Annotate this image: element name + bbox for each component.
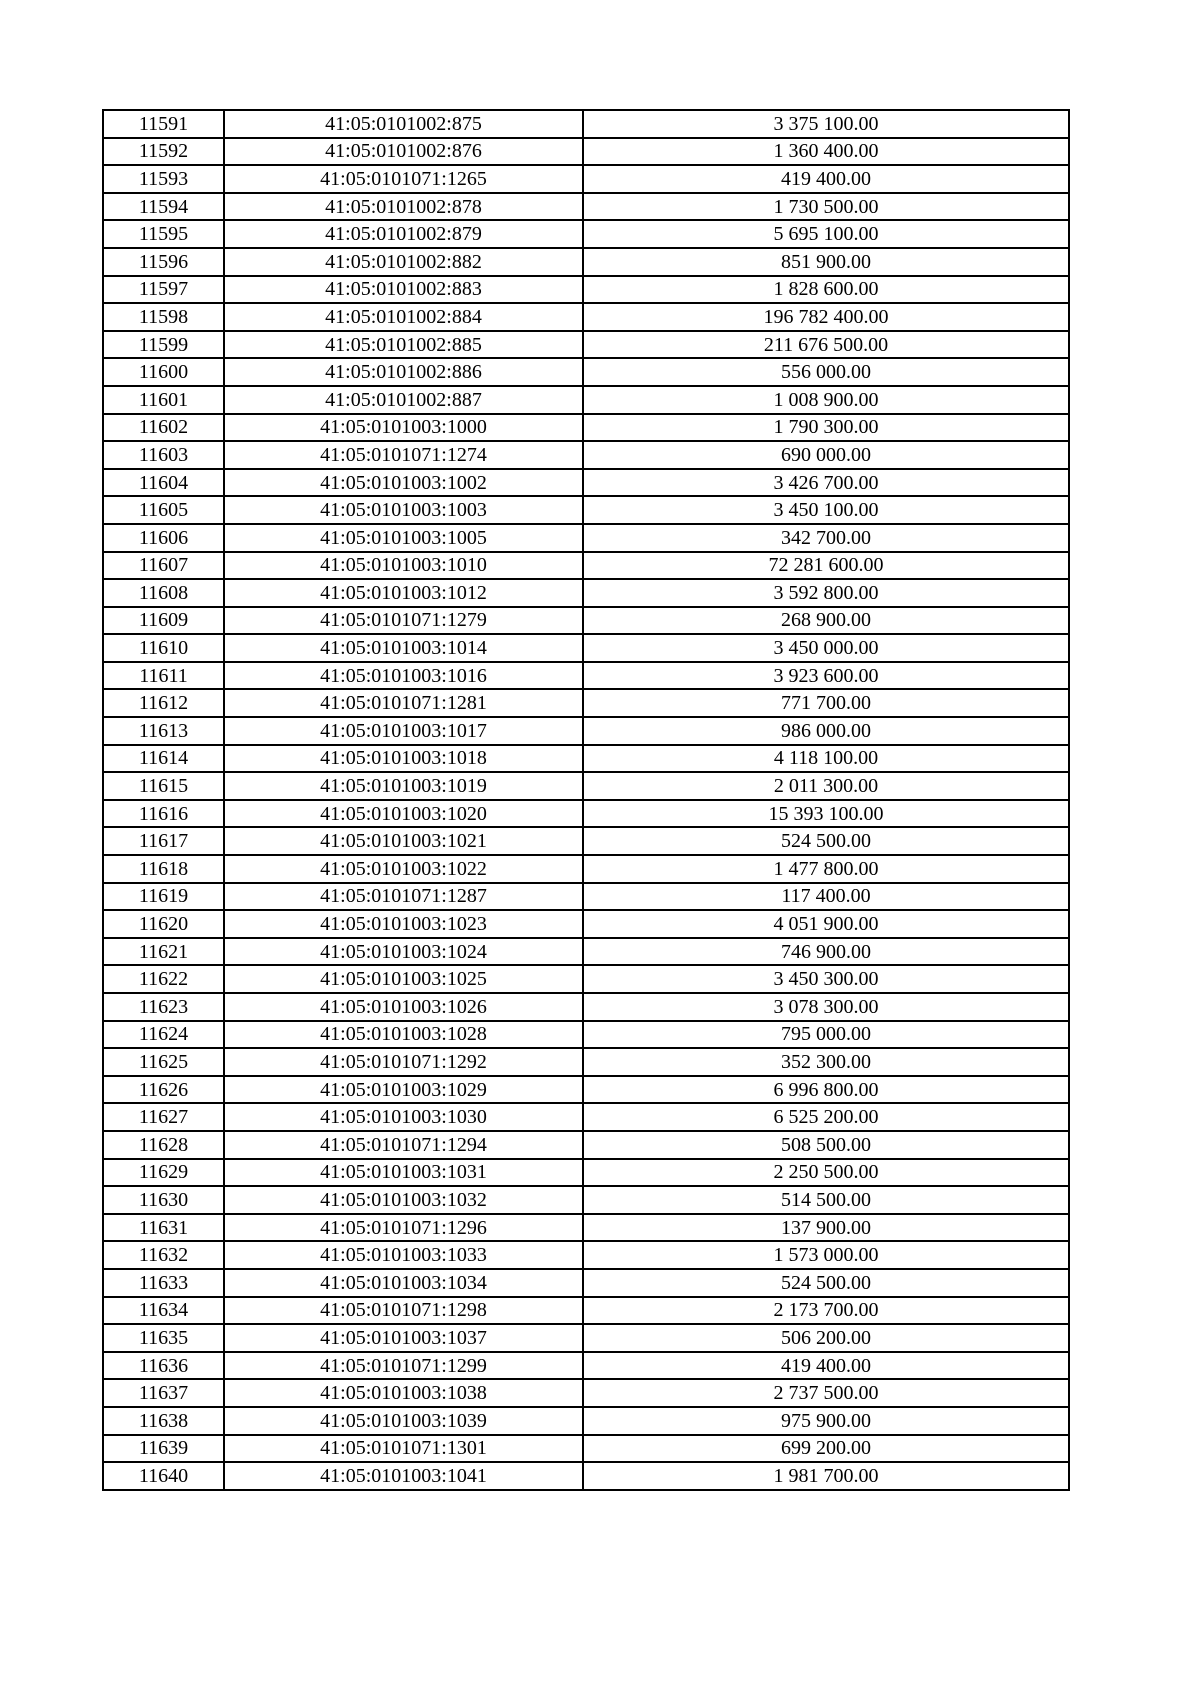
- cadastral-value-cell: 137 900.00: [583, 1214, 1069, 1242]
- row-number-cell: 11618: [103, 855, 224, 883]
- cadastral-number-cell: 41:05:0101003:1041: [224, 1462, 583, 1490]
- table-row: [103, 579, 1069, 607]
- cadastral-number-cell: 41:05:0101002:882: [224, 248, 583, 276]
- cadastral-value-cell: 5 695 100.00: [583, 220, 1069, 248]
- row-number-cell: 11619: [103, 883, 224, 911]
- table-row: [103, 386, 1069, 414]
- cadastral-value-cell: 3 078 300.00: [583, 993, 1069, 1021]
- table-row: [103, 1435, 1069, 1463]
- table-row: [103, 138, 1069, 166]
- table-row: [103, 1352, 1069, 1380]
- row-number-cell: 11633: [103, 1269, 224, 1297]
- table-row: [103, 855, 1069, 883]
- cadastral-number-cell: 41:05:0101003:1019: [224, 772, 583, 800]
- cadastral-number-cell: 41:05:0101002:885: [224, 331, 583, 359]
- cadastral-number-cell: 41:05:0101003:1028: [224, 1021, 583, 1049]
- table-row: [103, 414, 1069, 442]
- table-row: [103, 634, 1069, 662]
- table-row: [103, 331, 1069, 359]
- cadastral-number-cell: 41:05:0101003:1023: [224, 910, 583, 938]
- cadastral-number-cell: 41:05:0101003:1005: [224, 524, 583, 552]
- table-row: [103, 1462, 1069, 1490]
- table-row: [103, 607, 1069, 635]
- table-row: [103, 1214, 1069, 1242]
- cadastral-value-cell: 3 923 600.00: [583, 662, 1069, 690]
- row-number-cell: 11595: [103, 220, 224, 248]
- cadastral-number-cell: 41:05:0101003:1033: [224, 1241, 583, 1269]
- cadastral-value-cell: 524 500.00: [583, 827, 1069, 855]
- cadastral-value-cell: 211 676 500.00: [583, 331, 1069, 359]
- row-number-cell: 11598: [103, 303, 224, 331]
- row-number-cell: 11639: [103, 1435, 224, 1463]
- cadastral-value-cell: 1 790 300.00: [583, 414, 1069, 442]
- row-number-cell: 11593: [103, 165, 224, 193]
- table-row: [103, 1159, 1069, 1187]
- cadastral-value-cell: 1 008 900.00: [583, 386, 1069, 414]
- table-row: [103, 662, 1069, 690]
- row-number-cell: 11611: [103, 662, 224, 690]
- row-number-cell: 11605: [103, 496, 224, 524]
- row-number-cell: 11609: [103, 607, 224, 635]
- cadastral-number-cell: 41:05:0101002:884: [224, 303, 583, 331]
- row-number-cell: 11603: [103, 441, 224, 469]
- cadastral-value-table: [102, 109, 1070, 1491]
- row-number-cell: 11599: [103, 331, 224, 359]
- row-number-cell: 11632: [103, 1241, 224, 1269]
- cadastral-value-cell: 1 360 400.00: [583, 138, 1069, 166]
- cadastral-number-cell: 41:05:0101003:1026: [224, 993, 583, 1021]
- row-number-cell: 11617: [103, 827, 224, 855]
- cadastral-number-cell: 41:05:0101003:1016: [224, 662, 583, 690]
- cadastral-number-cell: 41:05:0101003:1002: [224, 469, 583, 497]
- cadastral-value-cell: 6 525 200.00: [583, 1103, 1069, 1131]
- cadastral-number-cell: 41:05:0101002:879: [224, 220, 583, 248]
- row-number-cell: 11635: [103, 1324, 224, 1352]
- row-number-cell: 11620: [103, 910, 224, 938]
- table-row: [103, 276, 1069, 304]
- cadastral-value-cell: 690 000.00: [583, 441, 1069, 469]
- cadastral-number-cell: 41:05:0101003:1021: [224, 827, 583, 855]
- cadastral-number-cell: 41:05:0101071:1281: [224, 689, 583, 717]
- row-number-cell: 11614: [103, 745, 224, 773]
- cadastral-number-cell: 41:05:0101003:1000: [224, 414, 583, 442]
- cadastral-number-cell: 41:05:0101003:1038: [224, 1379, 583, 1407]
- cadastral-number-cell: 41:05:0101002:875: [224, 110, 583, 138]
- cadastral-value-cell: 2 011 300.00: [583, 772, 1069, 800]
- table-row: [103, 689, 1069, 717]
- row-number-cell: 11594: [103, 193, 224, 221]
- cadastral-number-cell: 41:05:0101003:1022: [224, 855, 583, 883]
- cadastral-value-cell: 746 900.00: [583, 938, 1069, 966]
- row-number-cell: 11610: [103, 634, 224, 662]
- table-row: [103, 193, 1069, 221]
- cadastral-value-cell: 3 375 100.00: [583, 110, 1069, 138]
- cadastral-value-cell: 1 981 700.00: [583, 1462, 1069, 1490]
- table-row: [103, 772, 1069, 800]
- cadastral-number-cell: 41:05:0101003:1003: [224, 496, 583, 524]
- row-number-cell: 11596: [103, 248, 224, 276]
- table-row: [103, 496, 1069, 524]
- row-number-cell: 11623: [103, 993, 224, 1021]
- table-row: [103, 524, 1069, 552]
- cadastral-value-cell: 2 250 500.00: [583, 1159, 1069, 1187]
- cadastral-number-cell: 41:05:0101003:1039: [224, 1407, 583, 1435]
- cadastral-value-cell: 506 200.00: [583, 1324, 1069, 1352]
- row-number-cell: 11613: [103, 717, 224, 745]
- row-number-cell: 11591: [103, 110, 224, 138]
- cadastral-value-cell: 117 400.00: [583, 883, 1069, 911]
- cadastral-number-cell: 41:05:0101071:1298: [224, 1297, 583, 1325]
- table-row: [103, 1076, 1069, 1104]
- table-row: [103, 303, 1069, 331]
- table-row: [103, 1297, 1069, 1325]
- row-number-cell: 11621: [103, 938, 224, 966]
- cadastral-number-cell: 41:05:0101071:1287: [224, 883, 583, 911]
- table-row: [103, 965, 1069, 993]
- cadastral-value-cell: 975 900.00: [583, 1407, 1069, 1435]
- cadastral-value-cell: 699 200.00: [583, 1435, 1069, 1463]
- row-number-cell: 11604: [103, 469, 224, 497]
- cadastral-number-cell: 41:05:0101003:1037: [224, 1324, 583, 1352]
- table-row: [103, 1021, 1069, 1049]
- table-row: [103, 1379, 1069, 1407]
- table-row: [103, 441, 1069, 469]
- row-number-cell: 11636: [103, 1352, 224, 1380]
- table-row: [103, 110, 1069, 138]
- cadastral-number-cell: 41:05:0101003:1034: [224, 1269, 583, 1297]
- row-number-cell: 11638: [103, 1407, 224, 1435]
- row-number-cell: 11615: [103, 772, 224, 800]
- table-row: [103, 717, 1069, 745]
- cadastral-number-cell: 41:05:0101003:1032: [224, 1186, 583, 1214]
- cadastral-value-cell: 3 450 100.00: [583, 496, 1069, 524]
- cadastral-number-cell: 41:05:0101003:1025: [224, 965, 583, 993]
- cadastral-number-cell: 41:05:0101071:1265: [224, 165, 583, 193]
- row-number-cell: 11626: [103, 1076, 224, 1104]
- cadastral-number-cell: 41:05:0101071:1279: [224, 607, 583, 635]
- cadastral-number-cell: 41:05:0101003:1029: [224, 1076, 583, 1104]
- table-row: [103, 827, 1069, 855]
- row-number-cell: 11625: [103, 1048, 224, 1076]
- cadastral-value-cell: 2 737 500.00: [583, 1379, 1069, 1407]
- cadastral-number-cell: 41:05:0101002:886: [224, 358, 583, 386]
- table-row: [103, 552, 1069, 580]
- cadastral-number-cell: 41:05:0101071:1294: [224, 1131, 583, 1159]
- table-row: [103, 469, 1069, 497]
- row-number-cell: 11608: [103, 579, 224, 607]
- cadastral-number-cell: 41:05:0101003:1017: [224, 717, 583, 745]
- row-number-cell: 11624: [103, 1021, 224, 1049]
- row-number-cell: 11606: [103, 524, 224, 552]
- table-row: [103, 165, 1069, 193]
- row-number-cell: 11600: [103, 358, 224, 386]
- cadastral-number-cell: 41:05:0101071:1292: [224, 1048, 583, 1076]
- row-number-cell: 11628: [103, 1131, 224, 1159]
- row-number-cell: 11640: [103, 1462, 224, 1490]
- table-row: [103, 910, 1069, 938]
- cadastral-number-cell: 41:05:0101003:1030: [224, 1103, 583, 1131]
- cadastral-value-cell: 3 450 300.00: [583, 965, 1069, 993]
- row-number-cell: 11629: [103, 1159, 224, 1187]
- cadastral-value-cell: 419 400.00: [583, 165, 1069, 193]
- cadastral-value-cell: 6 996 800.00: [583, 1076, 1069, 1104]
- table-row: [103, 938, 1069, 966]
- row-number-cell: 11612: [103, 689, 224, 717]
- cadastral-value-cell: 268 900.00: [583, 607, 1069, 635]
- cadastral-number-cell: 41:05:0101002:883: [224, 276, 583, 304]
- cadastral-number-cell: 41:05:0101071:1299: [224, 1352, 583, 1380]
- cadastral-value-cell: 3 426 700.00: [583, 469, 1069, 497]
- cadastral-number-cell: 41:05:0101003:1010: [224, 552, 583, 580]
- cadastral-value-cell: 352 300.00: [583, 1048, 1069, 1076]
- row-number-cell: 11607: [103, 552, 224, 580]
- cadastral-number-cell: 41:05:0101002:878: [224, 193, 583, 221]
- cadastral-number-cell: 41:05:0101071:1274: [224, 441, 583, 469]
- row-number-cell: 11597: [103, 276, 224, 304]
- cadastral-number-cell: 41:05:0101071:1296: [224, 1214, 583, 1242]
- cadastral-value-cell: 1 477 800.00: [583, 855, 1069, 883]
- cadastral-number-cell: 41:05:0101003:1024: [224, 938, 583, 966]
- cadastral-value-cell: 2 173 700.00: [583, 1297, 1069, 1325]
- table-row: [103, 1186, 1069, 1214]
- row-number-cell: 11630: [103, 1186, 224, 1214]
- cadastral-value-cell: 342 700.00: [583, 524, 1069, 552]
- table-row: [103, 1048, 1069, 1076]
- cadastral-number-cell: 41:05:0101002:876: [224, 138, 583, 166]
- cadastral-value-cell: 1 573 000.00: [583, 1241, 1069, 1269]
- cadastral-value-cell: 3 450 000.00: [583, 634, 1069, 662]
- cadastral-number-cell: 41:05:0101003:1014: [224, 634, 583, 662]
- cadastral-number-cell: 41:05:0101003:1031: [224, 1159, 583, 1187]
- cadastral-value-cell: 72 281 600.00: [583, 552, 1069, 580]
- row-number-cell: 11601: [103, 386, 224, 414]
- cadastral-number-cell: 41:05:0101071:1301: [224, 1435, 583, 1463]
- row-number-cell: 11634: [103, 1297, 224, 1325]
- row-number-cell: 11602: [103, 414, 224, 442]
- table-row: [103, 993, 1069, 1021]
- table-row: [103, 220, 1069, 248]
- cadastral-value-cell: 771 700.00: [583, 689, 1069, 717]
- cadastral-value-cell: 15 393 100.00: [583, 800, 1069, 828]
- cadastral-value-cell: 419 400.00: [583, 1352, 1069, 1380]
- row-number-cell: 11616: [103, 800, 224, 828]
- cadastral-number-cell: 41:05:0101003:1012: [224, 579, 583, 607]
- table-row: [103, 745, 1069, 773]
- table-row: [103, 1103, 1069, 1131]
- cadastral-value-cell: 4 118 100.00: [583, 745, 1069, 773]
- table-body: [103, 110, 1069, 1490]
- table-row: [103, 883, 1069, 911]
- cadastral-value-cell: 556 000.00: [583, 358, 1069, 386]
- cadastral-value-cell: 1 730 500.00: [583, 193, 1069, 221]
- cadastral-value-cell: 851 900.00: [583, 248, 1069, 276]
- cadastral-number-cell: 41:05:0101002:887: [224, 386, 583, 414]
- row-number-cell: 11637: [103, 1379, 224, 1407]
- cadastral-value-cell: 524 500.00: [583, 1269, 1069, 1297]
- table-row: [103, 248, 1069, 276]
- cadastral-value-cell: 514 500.00: [583, 1186, 1069, 1214]
- row-number-cell: 11631: [103, 1214, 224, 1242]
- cadastral-value-cell: 795 000.00: [583, 1021, 1069, 1049]
- row-number-cell: 11627: [103, 1103, 224, 1131]
- cadastral-number-cell: 41:05:0101003:1020: [224, 800, 583, 828]
- table-row: [103, 1407, 1069, 1435]
- row-number-cell: 11622: [103, 965, 224, 993]
- row-number-cell: 11592: [103, 138, 224, 166]
- cadastral-value-cell: 1 828 600.00: [583, 276, 1069, 304]
- cadastral-value-cell: 986 000.00: [583, 717, 1069, 745]
- table-row: [103, 1131, 1069, 1159]
- table-row: [103, 1241, 1069, 1269]
- table-row: [103, 1269, 1069, 1297]
- cadastral-value-cell: 508 500.00: [583, 1131, 1069, 1159]
- cadastral-value-cell: 196 782 400.00: [583, 303, 1069, 331]
- cadastral-number-cell: 41:05:0101003:1018: [224, 745, 583, 773]
- cadastral-value-cell: 4 051 900.00: [583, 910, 1069, 938]
- cadastral-value-cell: 3 592 800.00: [583, 579, 1069, 607]
- table-row: [103, 800, 1069, 828]
- table-row: [103, 1324, 1069, 1352]
- table-row: [103, 358, 1069, 386]
